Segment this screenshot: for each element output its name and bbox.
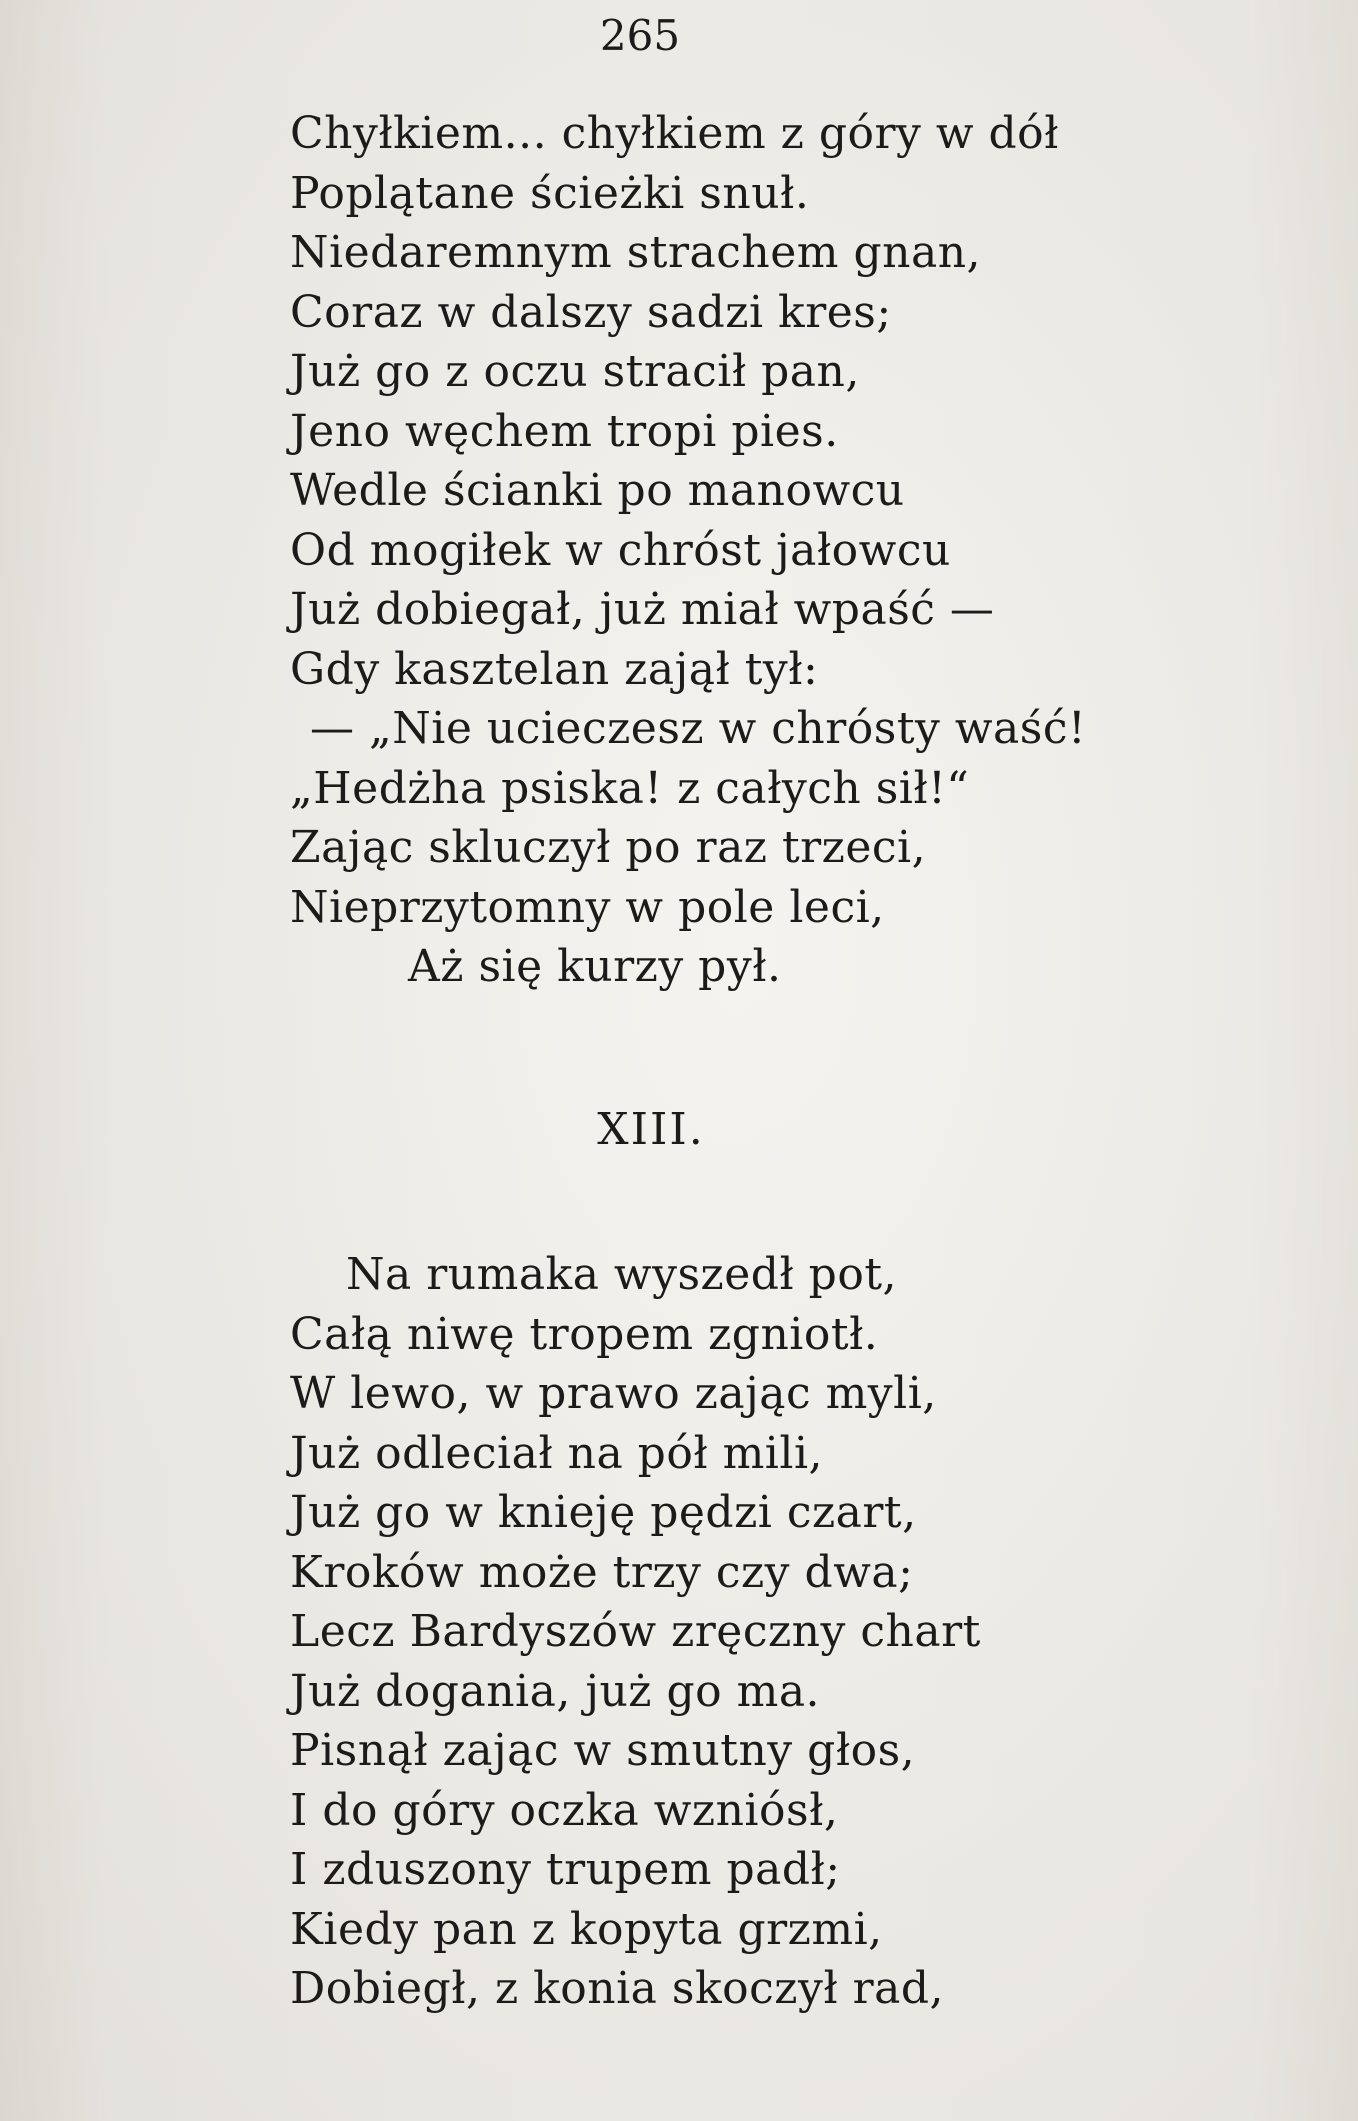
poem-line: Gdy kasztelan zajął tył: xyxy=(290,643,819,695)
poem-line: Dobiegł, z konia skoczył rad, xyxy=(290,1963,944,2014)
poem-line: Na rumaka wyszedł pot, xyxy=(346,1249,897,1300)
poem-line: Lecz Bardyszów zręczny chart xyxy=(290,1606,981,1657)
poem-line: Pisnął zając w smutny głos, xyxy=(290,1725,916,1776)
poem-line: Już dogania, już go ma. xyxy=(290,1665,821,1717)
poem-line: Kroków może trzy czy dwa; xyxy=(290,1546,914,1598)
poem-line: Aż się kurzy pył. xyxy=(408,941,782,992)
poem-line: Zając skluczył po raz trzeci, xyxy=(290,822,927,873)
poem-stanza xyxy=(290,104,1086,997)
poem-line: Już go w knieję pędzi czart, xyxy=(290,1487,917,1538)
poem-line: Coraz w dalszy sadzi kres; xyxy=(290,286,892,338)
poem-line: I zduszony trupem padł; xyxy=(290,1844,841,1895)
poem-line: — „Nie ucieczesz w chrósty waść! xyxy=(310,703,1087,754)
poem-line: Wedle ścianki po manowcu xyxy=(290,465,905,516)
section-heading: XIII. xyxy=(597,1104,705,1155)
poem-line: Chyłkiem... chyłkiem z góry w dół xyxy=(290,108,1059,159)
poem-line: Całą niwę tropem zgniotł. xyxy=(290,1308,879,1360)
poem-line: Kiedy pan z kopyta grzmi, xyxy=(290,1903,883,1955)
poem-line: Niedaremnym strachem gnan, xyxy=(290,227,982,278)
poem-line: W lewo, w prawo zając myli, xyxy=(290,1368,937,1419)
poem-line: Już dobiegał, już miał wpaść — xyxy=(290,584,995,635)
poem-line: „Hedżha psiska! z całych sił!“ xyxy=(290,762,970,814)
poem-line: Już go z oczu stracił pan, xyxy=(290,346,860,397)
poem-line: I do góry oczka wzniósł, xyxy=(290,1784,839,1836)
page-number: 265 xyxy=(599,11,681,60)
poem-stanza xyxy=(290,1245,981,2019)
poem-line: Od mogiłek w chróst jałowcu xyxy=(290,524,951,576)
poem-line: Nieprzytomny w pole leci, xyxy=(290,881,885,933)
poem-line: Jeno węchem tropi pies. xyxy=(290,405,839,457)
poem-line: Już odleciał na pół mili, xyxy=(290,1427,824,1479)
poem-line: Poplątane ścieżki snuł. xyxy=(290,167,810,219)
